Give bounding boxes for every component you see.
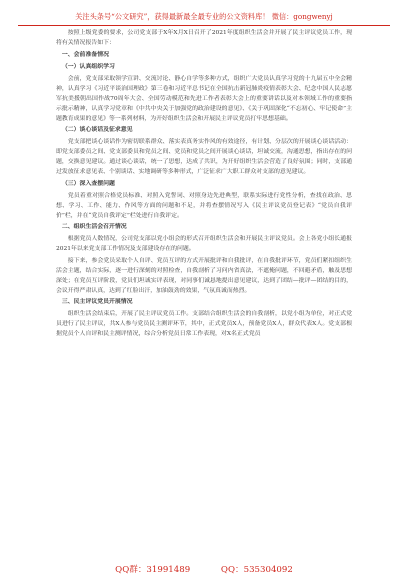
document-body [56, 28, 352, 341]
paragraph: 按照上级党委的要求，公司党支部于X年X月X日召开了2021年度组织生活会并开展了民主评议党员工作，现将有关情况报告如下： [56, 30, 352, 46]
contact-footer [0, 563, 408, 575]
subsection-heading: （一）认真组织学习 [61, 62, 115, 70]
qq-text: QQ：535304092 [220, 565, 293, 575]
paragraph: 接下来，参会党员采取个人自评、党员互评的方式开展批评和自我批评，在自我批评环节，党员们紧扣组织生活会主题，结合实际，逐一进行深刻的对照检查，自我剖析了习问内省真法，不遮掩问题，不回避矛盾，触及思想深处；在党员互评阶段，党员们坦诚实评表现，对同事们诚恳地提出意见建议，达到了团结—批评—团结的目的，会议开得严肃认真，达到了红脸出汗，加油鼓劲的效果，气氛真诚而热烈。 [56, 257, 352, 294]
paragraph: 会前，党支部采取领学宣讲、交流讨论、静心自学等多种方式，组织广大党员认真学习党的十九届五中全会精神，认真学习《习近平谈治国理政》第三卷和习近平总书记在全国抗击新冠肺炎疫情表彰大会、纪念中国人民志愿军抗美援朝出国作战70周年大会、全国劳动模范和先进工作者表彰大会上的重要讲话以及对本领域工作的重要指示批示精神，认真学习党章和《中共中央关于加强党的政治建设的意见》、《关于巩固深化“不忘初心、牢记使命”主题教育成果的意见》等一系列材料，为开好组织生活会和开展民主评议党员打牢思想基础。 [56, 75, 352, 122]
section-heading: 一、会前准备情况 [61, 50, 110, 58]
qq-group-text: QQ群：31991489 [115, 565, 191, 575]
subsection-heading: （三）深入查摆问题 [61, 179, 115, 187]
section-heading: 三、民主评议党员开展情况 [61, 298, 133, 305]
section-heading: 二、组织生活会召开情况 [61, 223, 127, 230]
paragraph: 根据党员人数情况，公司党支部以党小组会的形式召开组织生活会和开展民主评议党员。会上各党小组长通报2021年以来党支部工作情况及支部建设存在的问题。 [56, 236, 352, 252]
paragraph: 党支部把谈心谈话作为密切联系群众、落实表真务实作风的有效途径，有计划、分层次的开展谈心谈话活动：即党支部委员之间、党支部委员和党员之间、党员和党员之间开展谈心谈话，坦诚交流，沟通思想，指出存在的问题，交换意见建议。通过谈心谈话，统一了思想，达成了共识，为开好组织生活会营造了良好氛围；同时，支部通过发放征求意见表、个别谈话、实地调研等多种形式，广泛征求广大职工群众对支部的意见建议。 [56, 139, 352, 175]
subsection-heading: （二）谈心谈话及征求意见 [61, 126, 133, 133]
paragraph: 党员着重对照合格党员标准、对照入党誓词、对照身边先进典型，联系实际进行党性分析，查找在政治、思想、学习、工作、能力、作风等方面的问题和不足，并将查摆情况写入《民主评议党员登记表》“党员自我评价”栏，并在“党员自我评定”栏处进行自我评定。 [56, 192, 352, 219]
paragraph: 组织生活会结束后，开展了民主评议党员工作。支部结合组织生活会的自我剖析，以党小组为单位，对正式党员进行了民主评议，共X人参与党员民主测评环节，其中，正式党员X人，预备党员X人，群众代表X人。党支部根据党员个人自评和民主测评情况，综合分析党员日常工作表现，对X名正式党员 [56, 311, 352, 337]
promo-header[interactable]: 关注头条号“公文研究”，获得最新最全最专业的公文资料库！ 微信：gongwenyj [18, 12, 390, 26]
